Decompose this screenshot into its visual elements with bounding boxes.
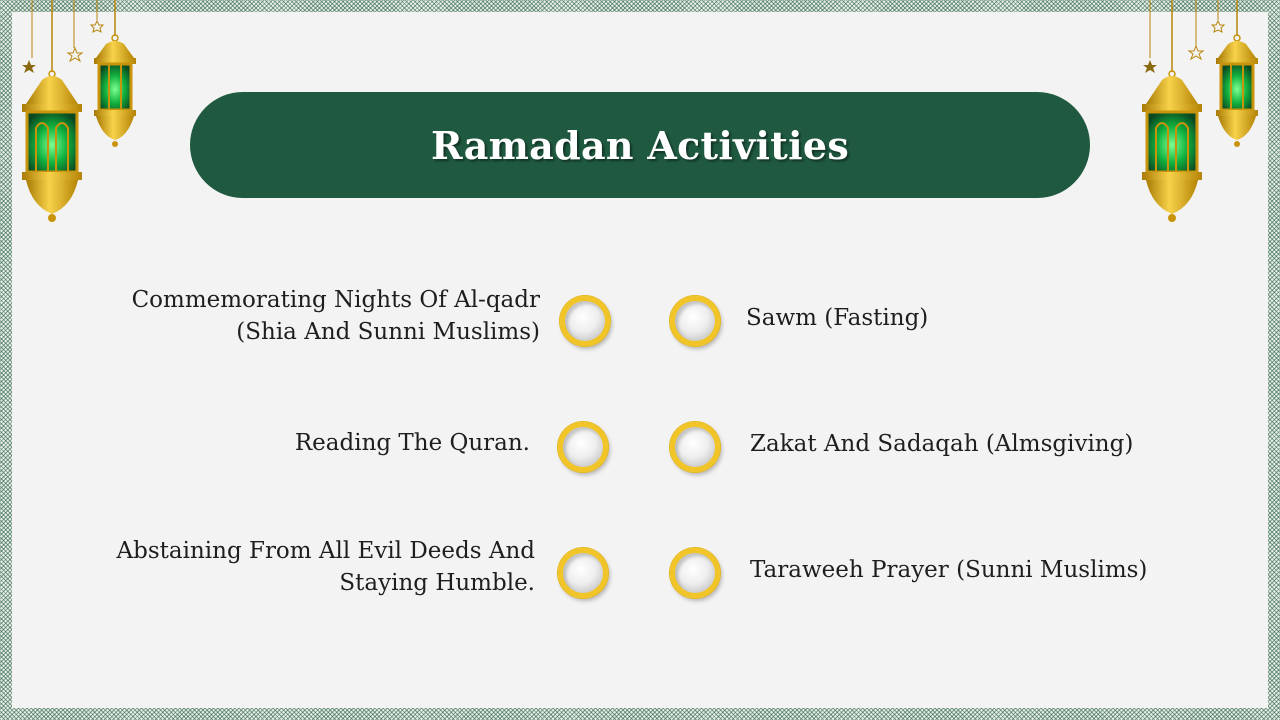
lantern-icon (94, 35, 136, 147)
bullet-circle-icon (560, 296, 610, 346)
star-icon (68, 48, 82, 61)
lantern-icon (22, 71, 82, 222)
activity-item-left-2 (295, 427, 530, 459)
star-icon (1143, 60, 1157, 73)
bullet-circle-icon (670, 548, 720, 598)
activity-text: Zakat And Sadaqah (Almsgiving) (750, 431, 1134, 457)
activity-text: Staying Humble. (339, 570, 535, 596)
title-banner (190, 92, 1090, 198)
star-icon (1212, 21, 1224, 32)
lantern-decoration-left (14, 0, 154, 230)
activity-text: Reading The Quran. (294, 430, 530, 456)
activity-text: Taraweeh Prayer (Sunni Muslims) (750, 557, 1148, 583)
activity-text: (Shia And Sunni Muslims) (236, 319, 540, 345)
lantern-icon (1142, 71, 1202, 222)
bullet-circle-icon (670, 296, 720, 346)
activity-item-right-2 (750, 428, 1133, 460)
activity-item-right-1 (746, 302, 928, 334)
star-icon (1189, 46, 1203, 59)
activity-text: Sawm (Fasting) (746, 305, 929, 331)
activity-item-left-3 (117, 535, 535, 599)
activity-text: Abstaining From All Evil Deeds And (116, 538, 535, 564)
lantern-icon (1216, 35, 1258, 147)
lantern-decoration-right (1128, 0, 1268, 230)
bullet-circle-icon (558, 422, 608, 472)
star-icon (22, 60, 36, 73)
bullet-circle-icon (670, 422, 720, 472)
star-icon (91, 21, 103, 32)
activity-item-right-3 (750, 554, 1147, 586)
activity-text: Commemorating Nights Of Al-qadr (131, 287, 540, 313)
bullet-circle-icon (558, 548, 608, 598)
slide-title: Ramadan Activities (430, 122, 850, 168)
activity-item-left-1 (132, 284, 540, 348)
